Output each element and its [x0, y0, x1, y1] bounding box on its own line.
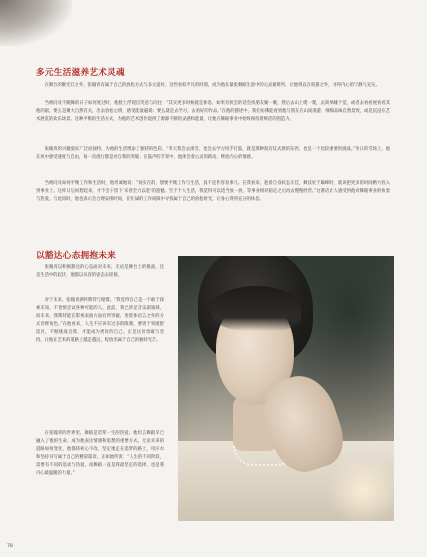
page-number: 78 [7, 544, 13, 549]
paragraph-1: 在舞台的聚光灯之外，张翰青有属于自己的放松方式与多元爱好。这些看似平凡的时刻，成为他在紧张舞蹈生涯中的心灵避难所，让他得以在喧嚣之外，寻得内心的宁静与充实。 [44, 83, 380, 88]
section-heading-lifestyle: 多元生活滋养艺术灵魂 [36, 68, 125, 78]
portrait-photo [178, 256, 394, 521]
paragraph-7: 在张翰青的世界里，舞蹈是贯穿一生的热爱。他坦言舞蹈早已融入了他的生命，成为他表达情感和思想的重要方式。无论未来的道路如何变化，他都将初心不改，坚定地走在追梦的路上，用汗水和坚持书写属于自己的精彩篇章，正如他所说：“人生的不同阶段，需要有不同的追求与热爱，而舞蹈一直是我最坚定的选择，也是我内心最温暖的力量。” [36, 431, 164, 477]
paragraph-4: 当被问及如何平衡工作和生活时，他坦诚地说：“说实在的，想要平衡工作与生活，真不是件容易事儿。在我看来，趁着自身状态正佳，舞技处于巅峰时，就该把更多的时间精力投入到事业上。这样日后回想起来，才不会干留下‘未曾全力以赴’的遗憾。至于个人生活，我觉得可以适当放一放，等事业相对稳定之后再去慢慢经营。”这番话让人感受到他对舞蹈事业的执着与热爱。与此同时，他也表示会合理安排时间，在忙碌的工作间隙中寻找属于自己的放松时光，让身心得到充分的休息。 [36, 181, 390, 203]
paragraph-5: 张翰青以积极豁达的心态面对未来，无论是舞台上的挑战，还是生活中的起伏，他都以从容的姿态去迎接。 [36, 265, 164, 279]
paragraph-6: 对于未来，张翰青满怀期待与憧憬。“我觉得自己是一个敢于探索未知，不畏惧尝试各种可能的人。此前，我已涉足音乐剧领域，而未来，我期待能在影视表演方面有所突破，用肢体语言之外的方式诠释角色。”在他看来，人生不应该有过多的限制，要勇于突破舒适区，不断挑战自我，才能成为更好的自己。正是这份勇敢与坚持，让他在艺术的道路上越走越远，绽放出属于自己的独特光芒。 [36, 298, 164, 344]
corner-shadow-decoration [0, 0, 72, 46]
paragraph-2: 当被问及不跳舞的日子如何度过时，他脸上浮现出笑意与向往：“其实更多时候就是休息，如果有机会的话会找朋友聚一聚，然后去山上爬一爬，去简单睡个觉，或者去看看展看看其他的剧。要么是聚大自然有关，出去放松心情，感受能量磁场；要么就是去学习，去看好的作品。”在他的描述中，我们仿佛能看到他与朋友在山间漫游，细细品味自然景致，或是沉浸在艺术展览的欢乐场景。这种平衡的生活方式，为他的艺术创作提供了源源不断的灵感和能量，让他在舞蹈事业中始终保持着鲜活的创造力。 [36, 101, 390, 123]
paragraph-3: 张翰青的兴趣爱好广泛而独特，为他的生活增添了独特的色彩。“冬天我会去滑雪，也会去学习用手打鼓，就是那种很有仪式感的东西，也是一个比较重要的挑战。”冬日的雪场上，他在风中感受速度与自由，每一次滑行都是对自我的突破；在鼓声的节奏中，他体会着心灵的跃动，释放内心的情感。 [36, 147, 390, 161]
section-heading-future: 以豁达心态拥抱未来 [36, 251, 117, 261]
